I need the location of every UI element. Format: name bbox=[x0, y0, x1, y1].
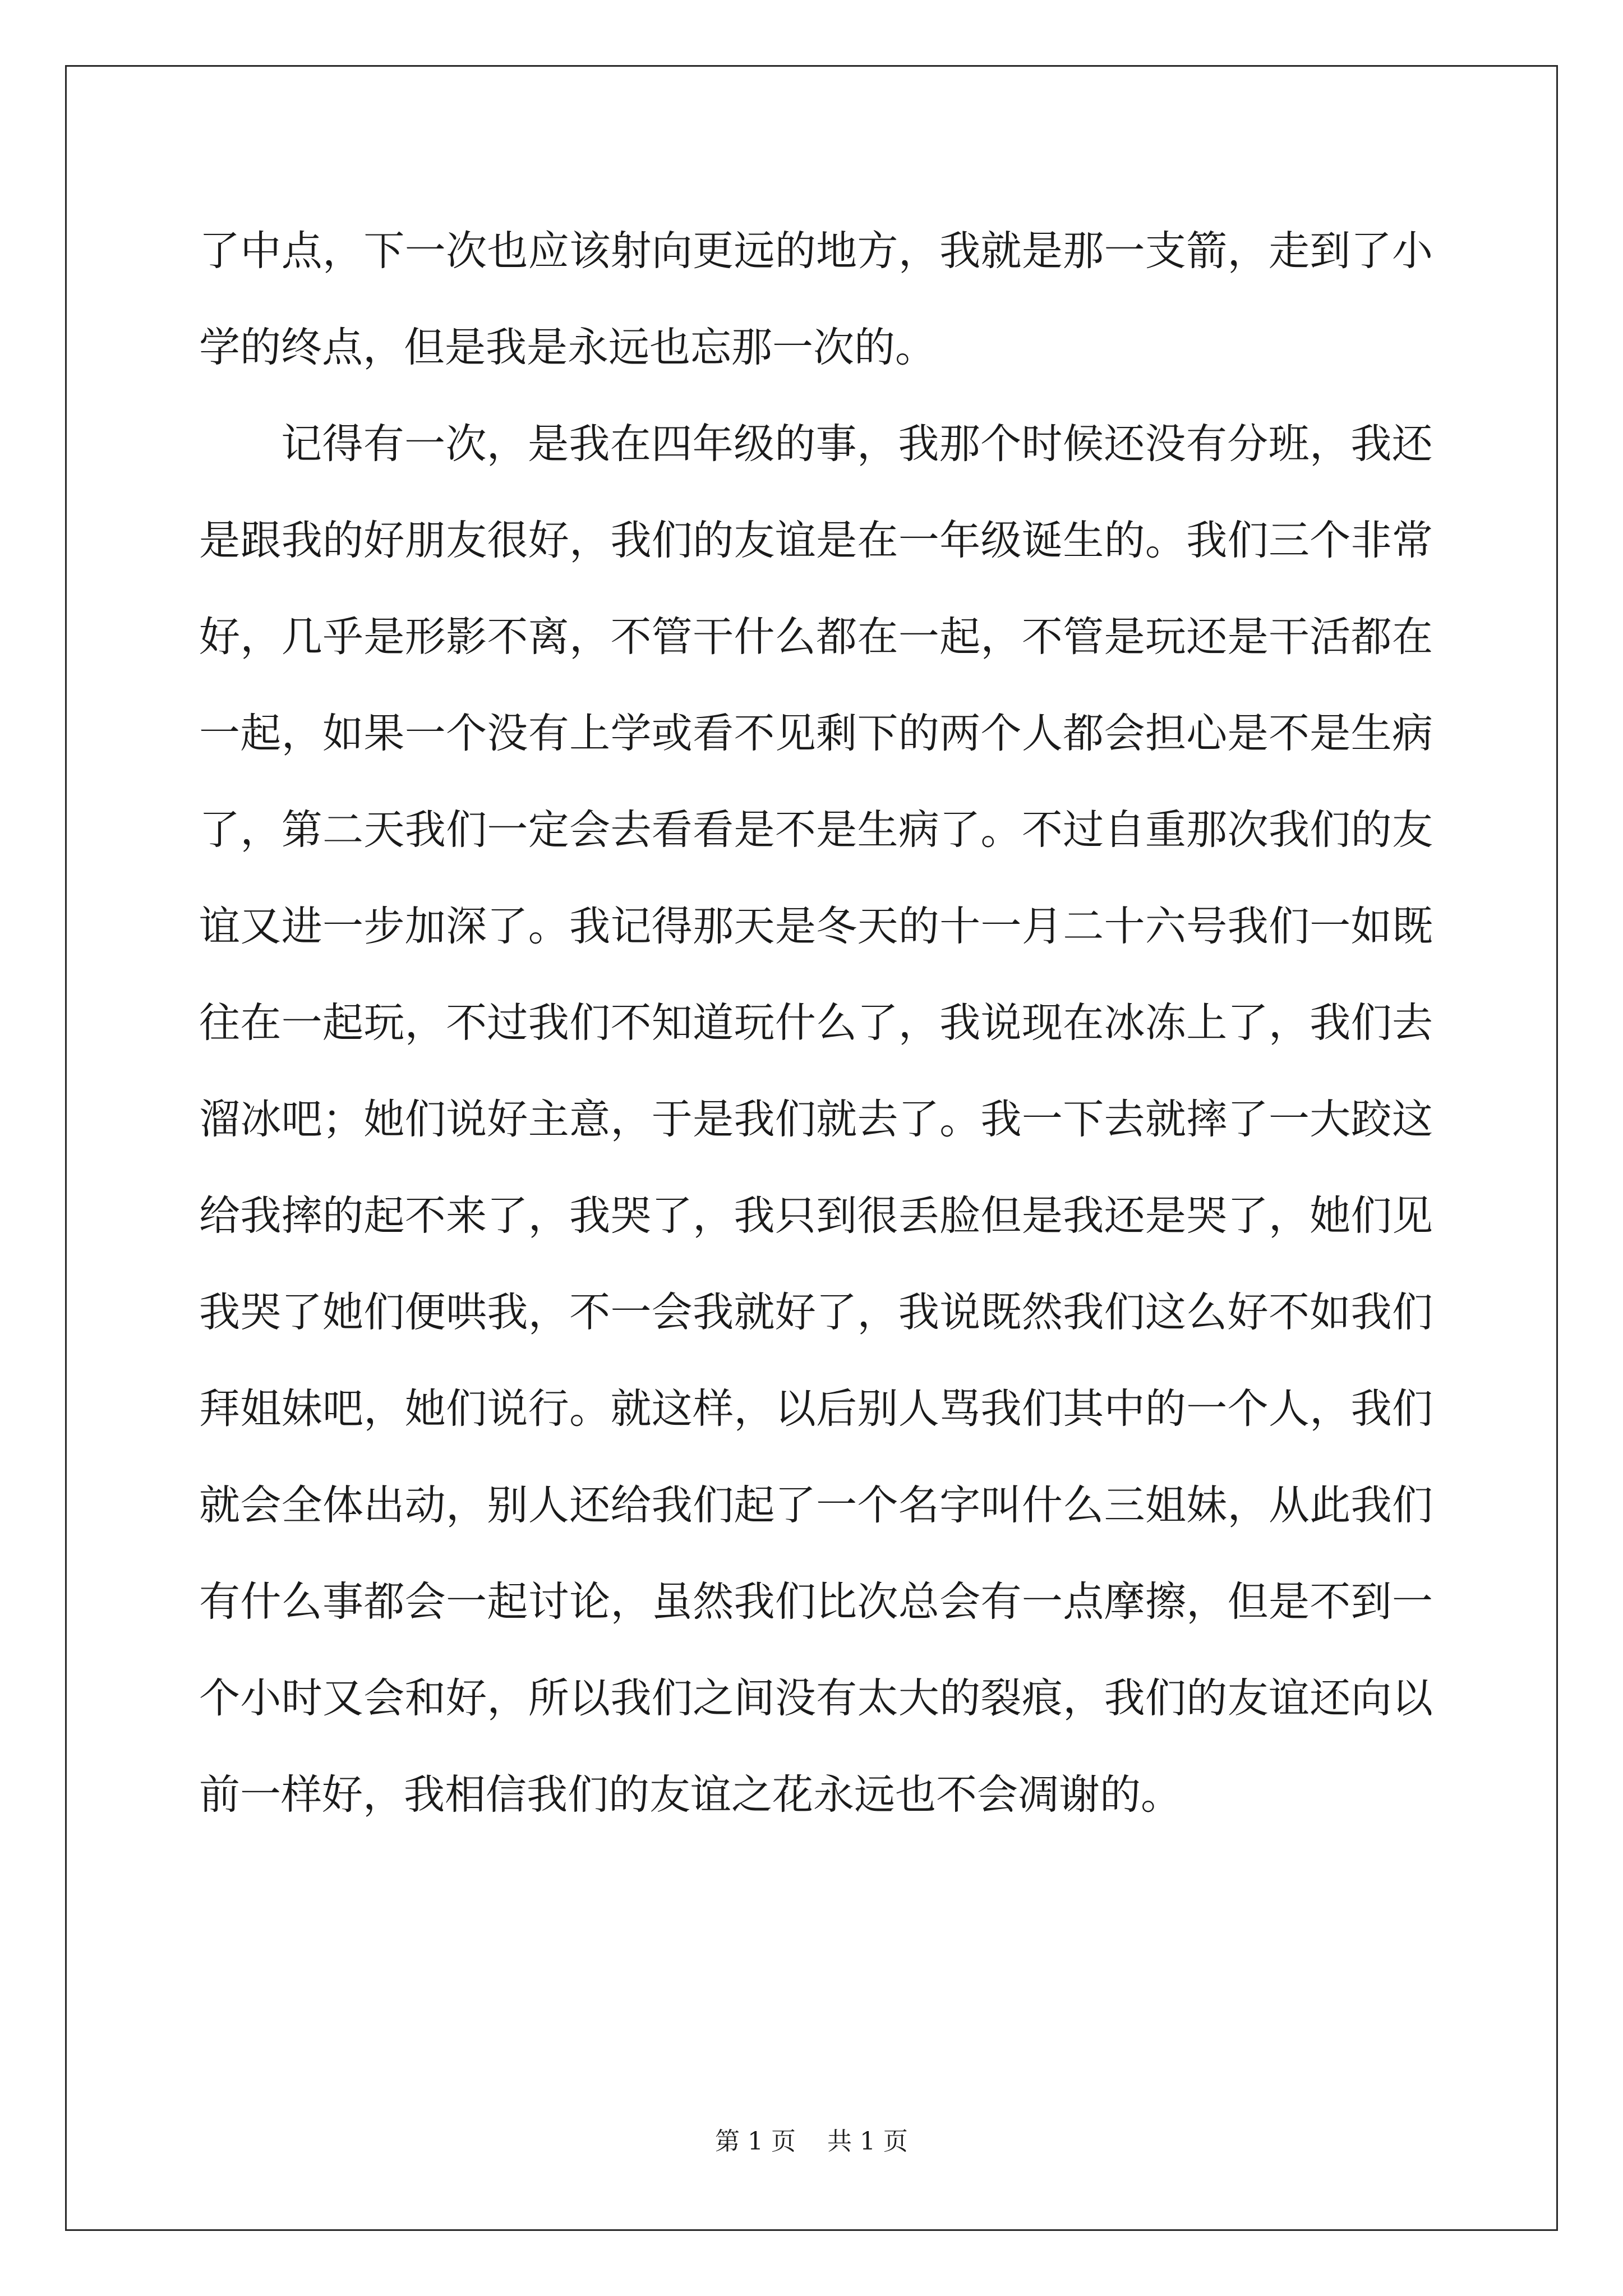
document-body bbox=[199, 220, 1433, 1861]
text-line: 学的终点，但是我是永远也忘那一次的。 bbox=[199, 324, 936, 371]
text-line: 一 起 ， 如 果 一 个 没 有 上 学 或 看 不 见 剩 下 的 两 个 人 都 会 担 心 是 不 是 生 病 bbox=[199, 710, 1433, 757]
text-line: 是 跟 我 的 好 朋 友 很 好 ， 我 们 的 友 谊 是 在 一 年 级 诞 生 的 。 我 们 三 个 非 常 bbox=[199, 517, 1433, 564]
text-line: 前一样好，我相信我们的友谊之花永远也不会凋谢的。 bbox=[199, 1771, 1182, 1819]
text-line: 了 ， 第 二 天 我 们 一 定 会 去 看 看 是 不 是 生 病 了 。 不 过 自 重 那 次 我 们 的 友 bbox=[199, 806, 1433, 854]
page-number-footer: 第 1 页 共 1 页 bbox=[715, 2127, 908, 2156]
text-line: 个 小 时 又 会 和 好 ， 所 以 我 们 之 间 没 有 太 大 的 裂 痕 ， 我 们 的 友 谊 还 向 以 bbox=[199, 1674, 1433, 1722]
text-line: 我 哭 了 她 们 便 哄 我 ， 不 一 会 我 就 好 了 ， 我 说 既 然 我 们 这 么 好 不 如 我 们 bbox=[199, 1289, 1433, 1336]
text-line: 好 ， 几 乎 是 形 影 不 离 ， 不 管 干 什 么 都 在 一 起 ， 不 管 是 玩 还 是 干 活 都 在 bbox=[199, 613, 1433, 661]
text-line: 了 中 点 ， 下 一 次 也 应 该 射 向 更 远 的 地 方 ， 我 就 是 那 一 支 箭 ， 走 到 了 小 bbox=[199, 227, 1433, 275]
text-line: 有 什 么 事 都 会 一 起 讨 论 ， 虽 然 我 们 比 次 总 会 有 一 点 摩 擦 ， 但 是 不 到 一 bbox=[199, 1578, 1433, 1626]
text-line: 记 得 有 一 次 ， 是 我 在 四 年 级 的 事 ， 我 那 个 时 候 还 没 有 分 班 ， 我 还 bbox=[281, 420, 1433, 468]
text-line: 给 我 摔 的 起 不 来 了 ， 我 哭 了 ， 我 只 到 很 丢 脸 但 是 我 还 是 哭 了 ， 她 们 见 bbox=[199, 1192, 1433, 1240]
text-line: 谊 又 进 一 步 加 深 了 。 我 记 得 那 天 是 冬 天 的 十 一 月 二 十 六 号 我 们 一 如 既 bbox=[199, 903, 1433, 950]
text-line: 溜 冰 吧 ； 她 们 说 好 主 意 ， 于 是 我 们 就 去 了 。 我 一 下 去 就 摔 了 一 大 跤 这 bbox=[199, 1096, 1433, 1143]
text-line: 往 在 一 起 玩 ， 不 过 我 们 不 知 道 玩 什 么 了 ， 我 说 现 在 冰 冻 上 了 ， 我 们 去 bbox=[199, 999, 1433, 1047]
text-line: 拜 姐 妹 吧 ， 她 们 说 行 。 就 这 样 ， 以 后 别 人 骂 我 们 其 中 的 一 个 人 ， 我 们 bbox=[199, 1385, 1433, 1433]
text-line: 就 会 全 体 出 动 ， 别 人 还 给 我 们 起 了 一 个 名 字 叫 什 么 三 姐 妹 ， 从 此 我 们 bbox=[199, 1481, 1433, 1529]
